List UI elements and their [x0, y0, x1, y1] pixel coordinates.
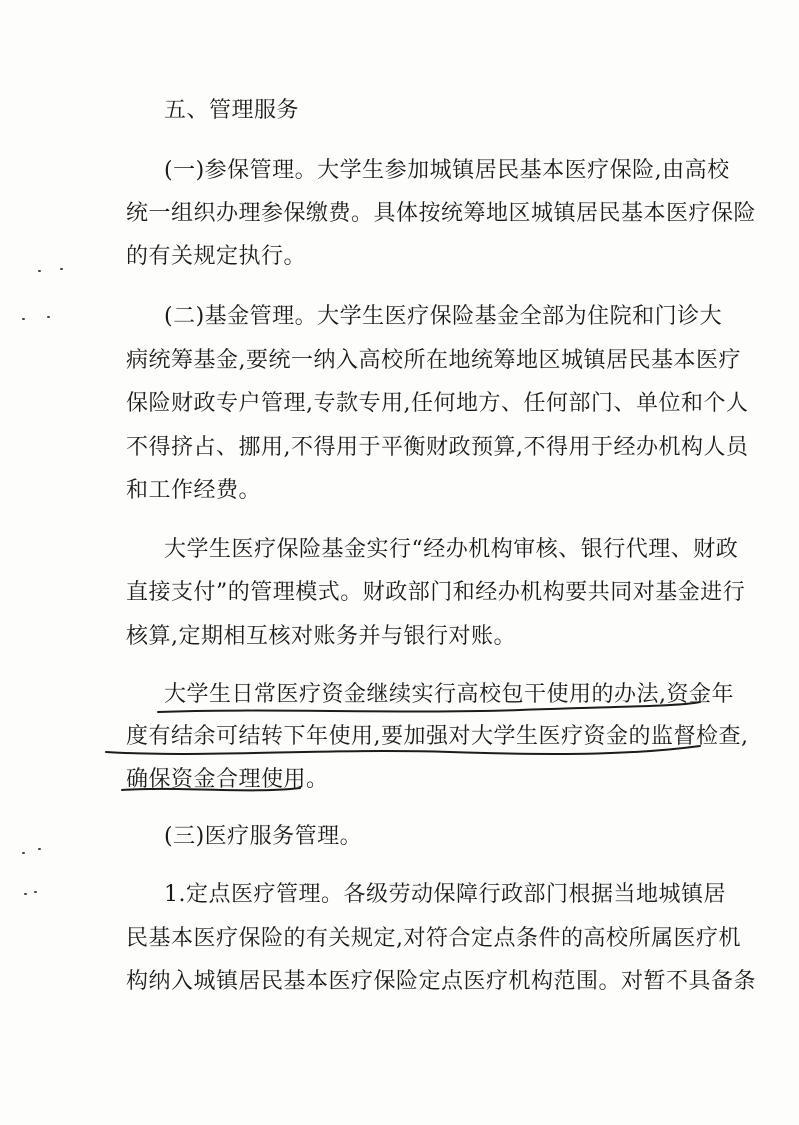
scan-speck — [24, 893, 27, 895]
paragraph-line: (三)医疗服务管理。 — [164, 824, 363, 849]
scan-speck — [38, 848, 41, 850]
paragraph-line: 确保资金合理使用。 — [126, 767, 329, 792]
scan-speck — [60, 268, 63, 270]
paragraph-line: 保险财政专户管理,专款专用,任何地方、任何部门、单位和个人 — [126, 391, 749, 416]
paragraph-line: 1.定点医疗管理。各级劳动保障行政部门根据当地城镇居 — [164, 882, 726, 907]
paragraph-line: (一)参保管理。大学生参加城镇居民基本医疗保险,由高校 — [164, 158, 730, 183]
paragraph-line: 不得挤占、挪用,不得用于平衡财政预算,不得用于经办机构人员 — [126, 435, 749, 460]
section-heading: 五、管理服务 — [164, 98, 300, 123]
paragraph-line: 构纳入城镇居民基本医疗保险定点医疗机构范围。对暂不具备条 — [126, 969, 757, 994]
scan-speck — [34, 891, 37, 893]
scan-speck — [22, 318, 25, 320]
paragraph-line: 大学生医疗保险基金实行“经办机构审核、银行代理、财政 — [164, 537, 739, 562]
paragraph-line: 病统筹基金,要统一纳入高校所在地统筹地区城镇居民基本医疗 — [126, 348, 741, 373]
paragraph-line: 直接支付”的管理模式。财政部门和经办机构要共同对基金进行 — [126, 580, 746, 605]
paragraph-line: (二)基金管理。大学生医疗保险基金全部为住院和门诊大 — [164, 304, 723, 329]
paragraph-line: 的有关规定执行。 — [126, 244, 307, 269]
paragraph-line: 大学生日常医疗资金继续实行高校包干使用的办法,资金年 — [164, 682, 734, 707]
paragraph-line: 度有结余可结转下年使用,要加强对大学生医疗资金的监督检查, — [126, 724, 749, 749]
paragraph-line: 民基本医疗保险的有关规定,对符合定点条件的高校所属医疗机 — [126, 926, 741, 951]
scan-speck — [38, 270, 41, 272]
paragraph-line: 统一组织办理参保缴费。具体按统筹地区城镇居民基本医疗保险 — [126, 201, 757, 226]
scan-speck — [47, 316, 50, 318]
paragraph-line: 和工作经费。 — [126, 478, 262, 503]
paragraph-line: 核算,定期相互核对账务并与银行对账。 — [126, 624, 516, 649]
scan-speck — [22, 852, 25, 854]
